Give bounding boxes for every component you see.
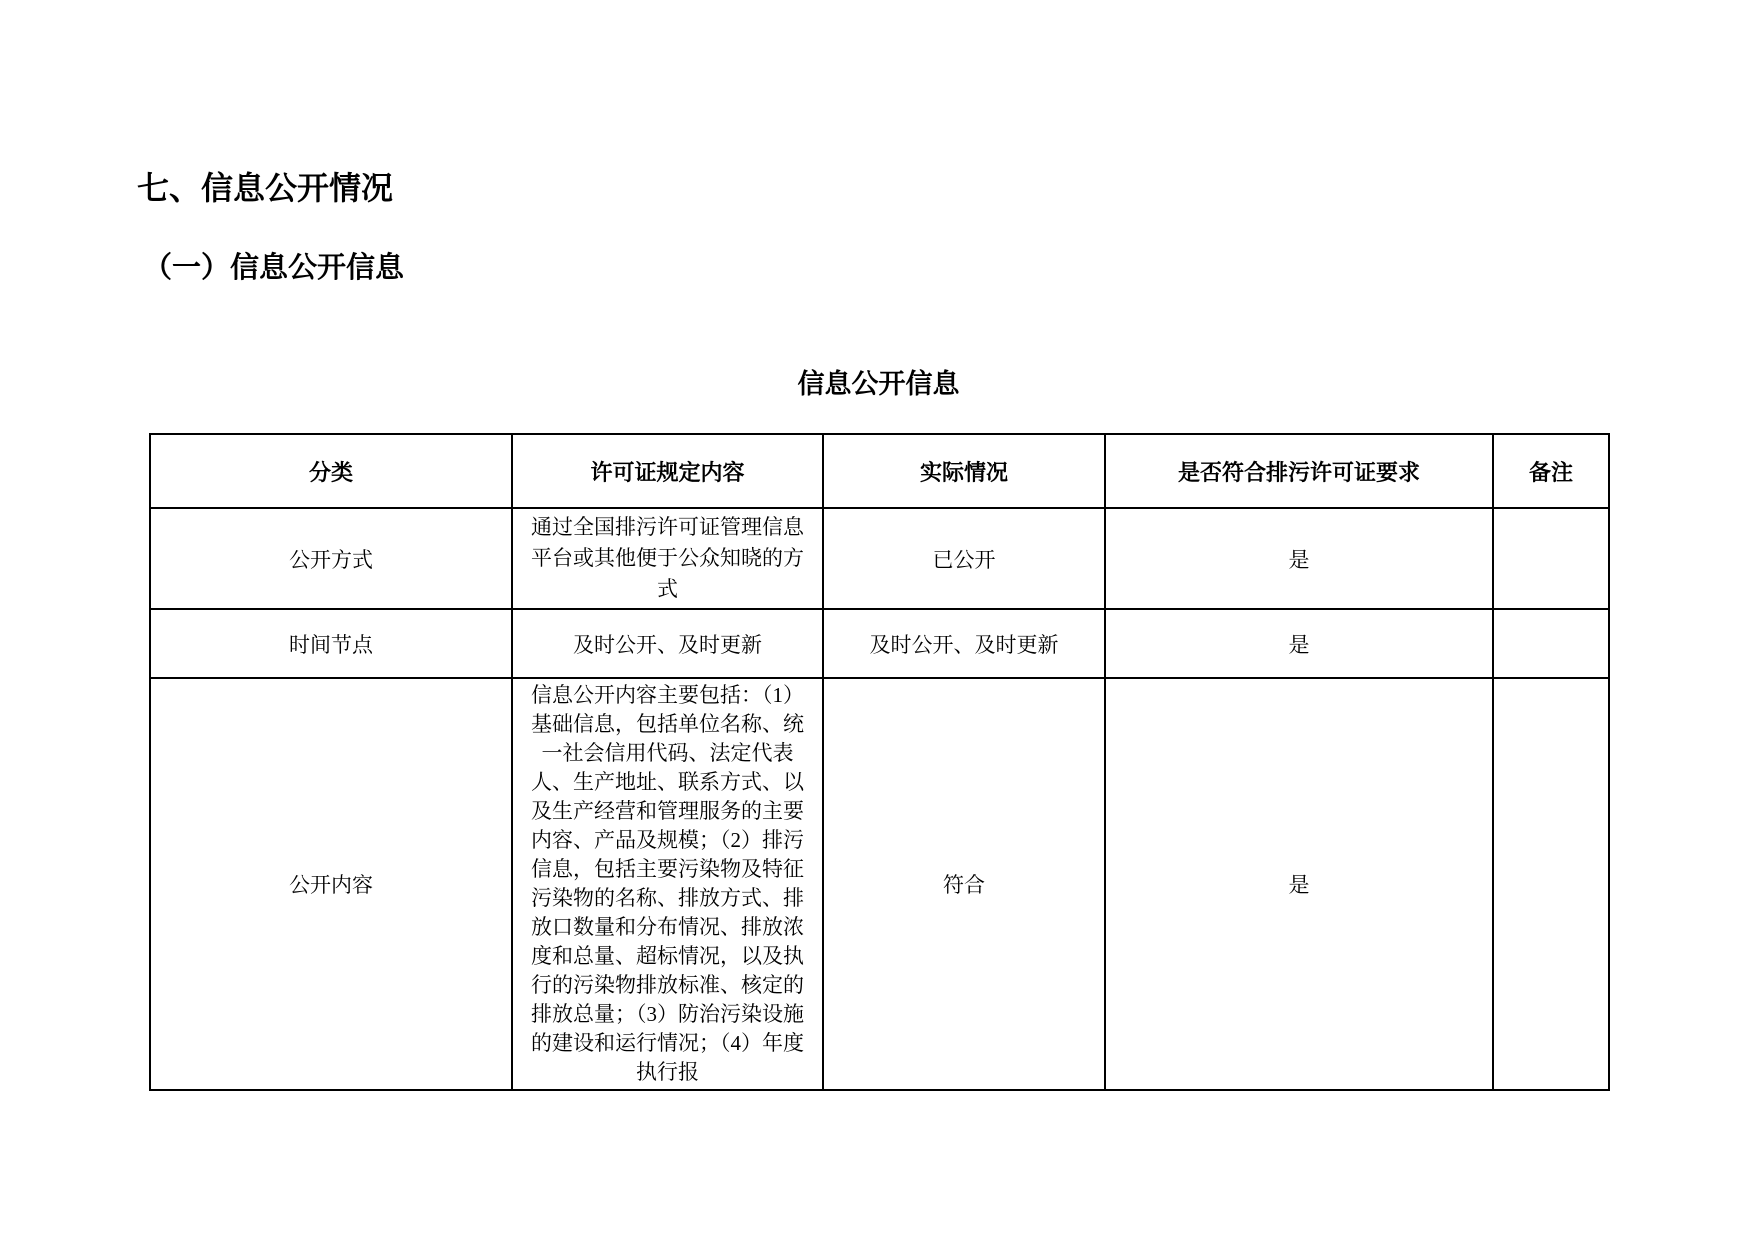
table-row-time-node — [150, 609, 1609, 678]
cell-remark — [1493, 609, 1609, 678]
table-row-disclosure-content — [150, 678, 1609, 1090]
table-row-disclosure-method — [150, 508, 1609, 609]
col-header-compliant: 是否符合排污许可证要求 — [1105, 434, 1493, 508]
cell-required: 通过全国排污许可证管理信息平台或其他便于公众知晓的方式 — [512, 508, 823, 609]
cell-remark — [1493, 508, 1609, 609]
subsection-heading: （一）信息公开信息 — [143, 252, 405, 284]
col-header-actual: 实际情况 — [823, 434, 1105, 508]
cell-category: 公开内容 — [150, 678, 512, 1090]
cell-compliant: 是 — [1105, 508, 1493, 609]
cell-remark — [1493, 678, 1609, 1090]
info-disclosure-table — [149, 433, 1610, 1091]
col-header-remark: 备注 — [1493, 434, 1609, 508]
section-heading: 七、信息公开情况 — [137, 170, 394, 206]
cell-required: 及时公开、及时更新 — [512, 609, 823, 678]
cell-actual: 符合 — [823, 678, 1105, 1090]
table-title: 信息公开信息 — [797, 369, 960, 400]
cell-actual: 已公开 — [823, 508, 1105, 609]
col-header-required: 许可证规定内容 — [512, 434, 823, 508]
cell-category: 公开方式 — [150, 508, 512, 609]
cell-compliant: 是 — [1105, 609, 1493, 678]
table-header-row — [150, 434, 1609, 508]
col-header-category: 分类 — [150, 434, 512, 508]
cell-required: 信息公开内容主要包括：（1）基础信息，包括单位名称、统一社会信用代码、法定代表人、生产地址、联系方式、以及生产经营和管理服务的主要内容、产品及规模；（2）排污信息，包括主要污染物及特征污染物的名称、排放方式、排放口数量和分布情况、排放浓度和总量、超标情况，以及执行的污染物排放标准、核定的排放总量；（3）防治污染设施的建设和运行情况；（4）年度执行报 — [512, 678, 823, 1090]
cell-category: 时间节点 — [150, 609, 512, 678]
cell-compliant: 是 — [1105, 678, 1493, 1090]
cell-actual: 及时公开、及时更新 — [823, 609, 1105, 678]
